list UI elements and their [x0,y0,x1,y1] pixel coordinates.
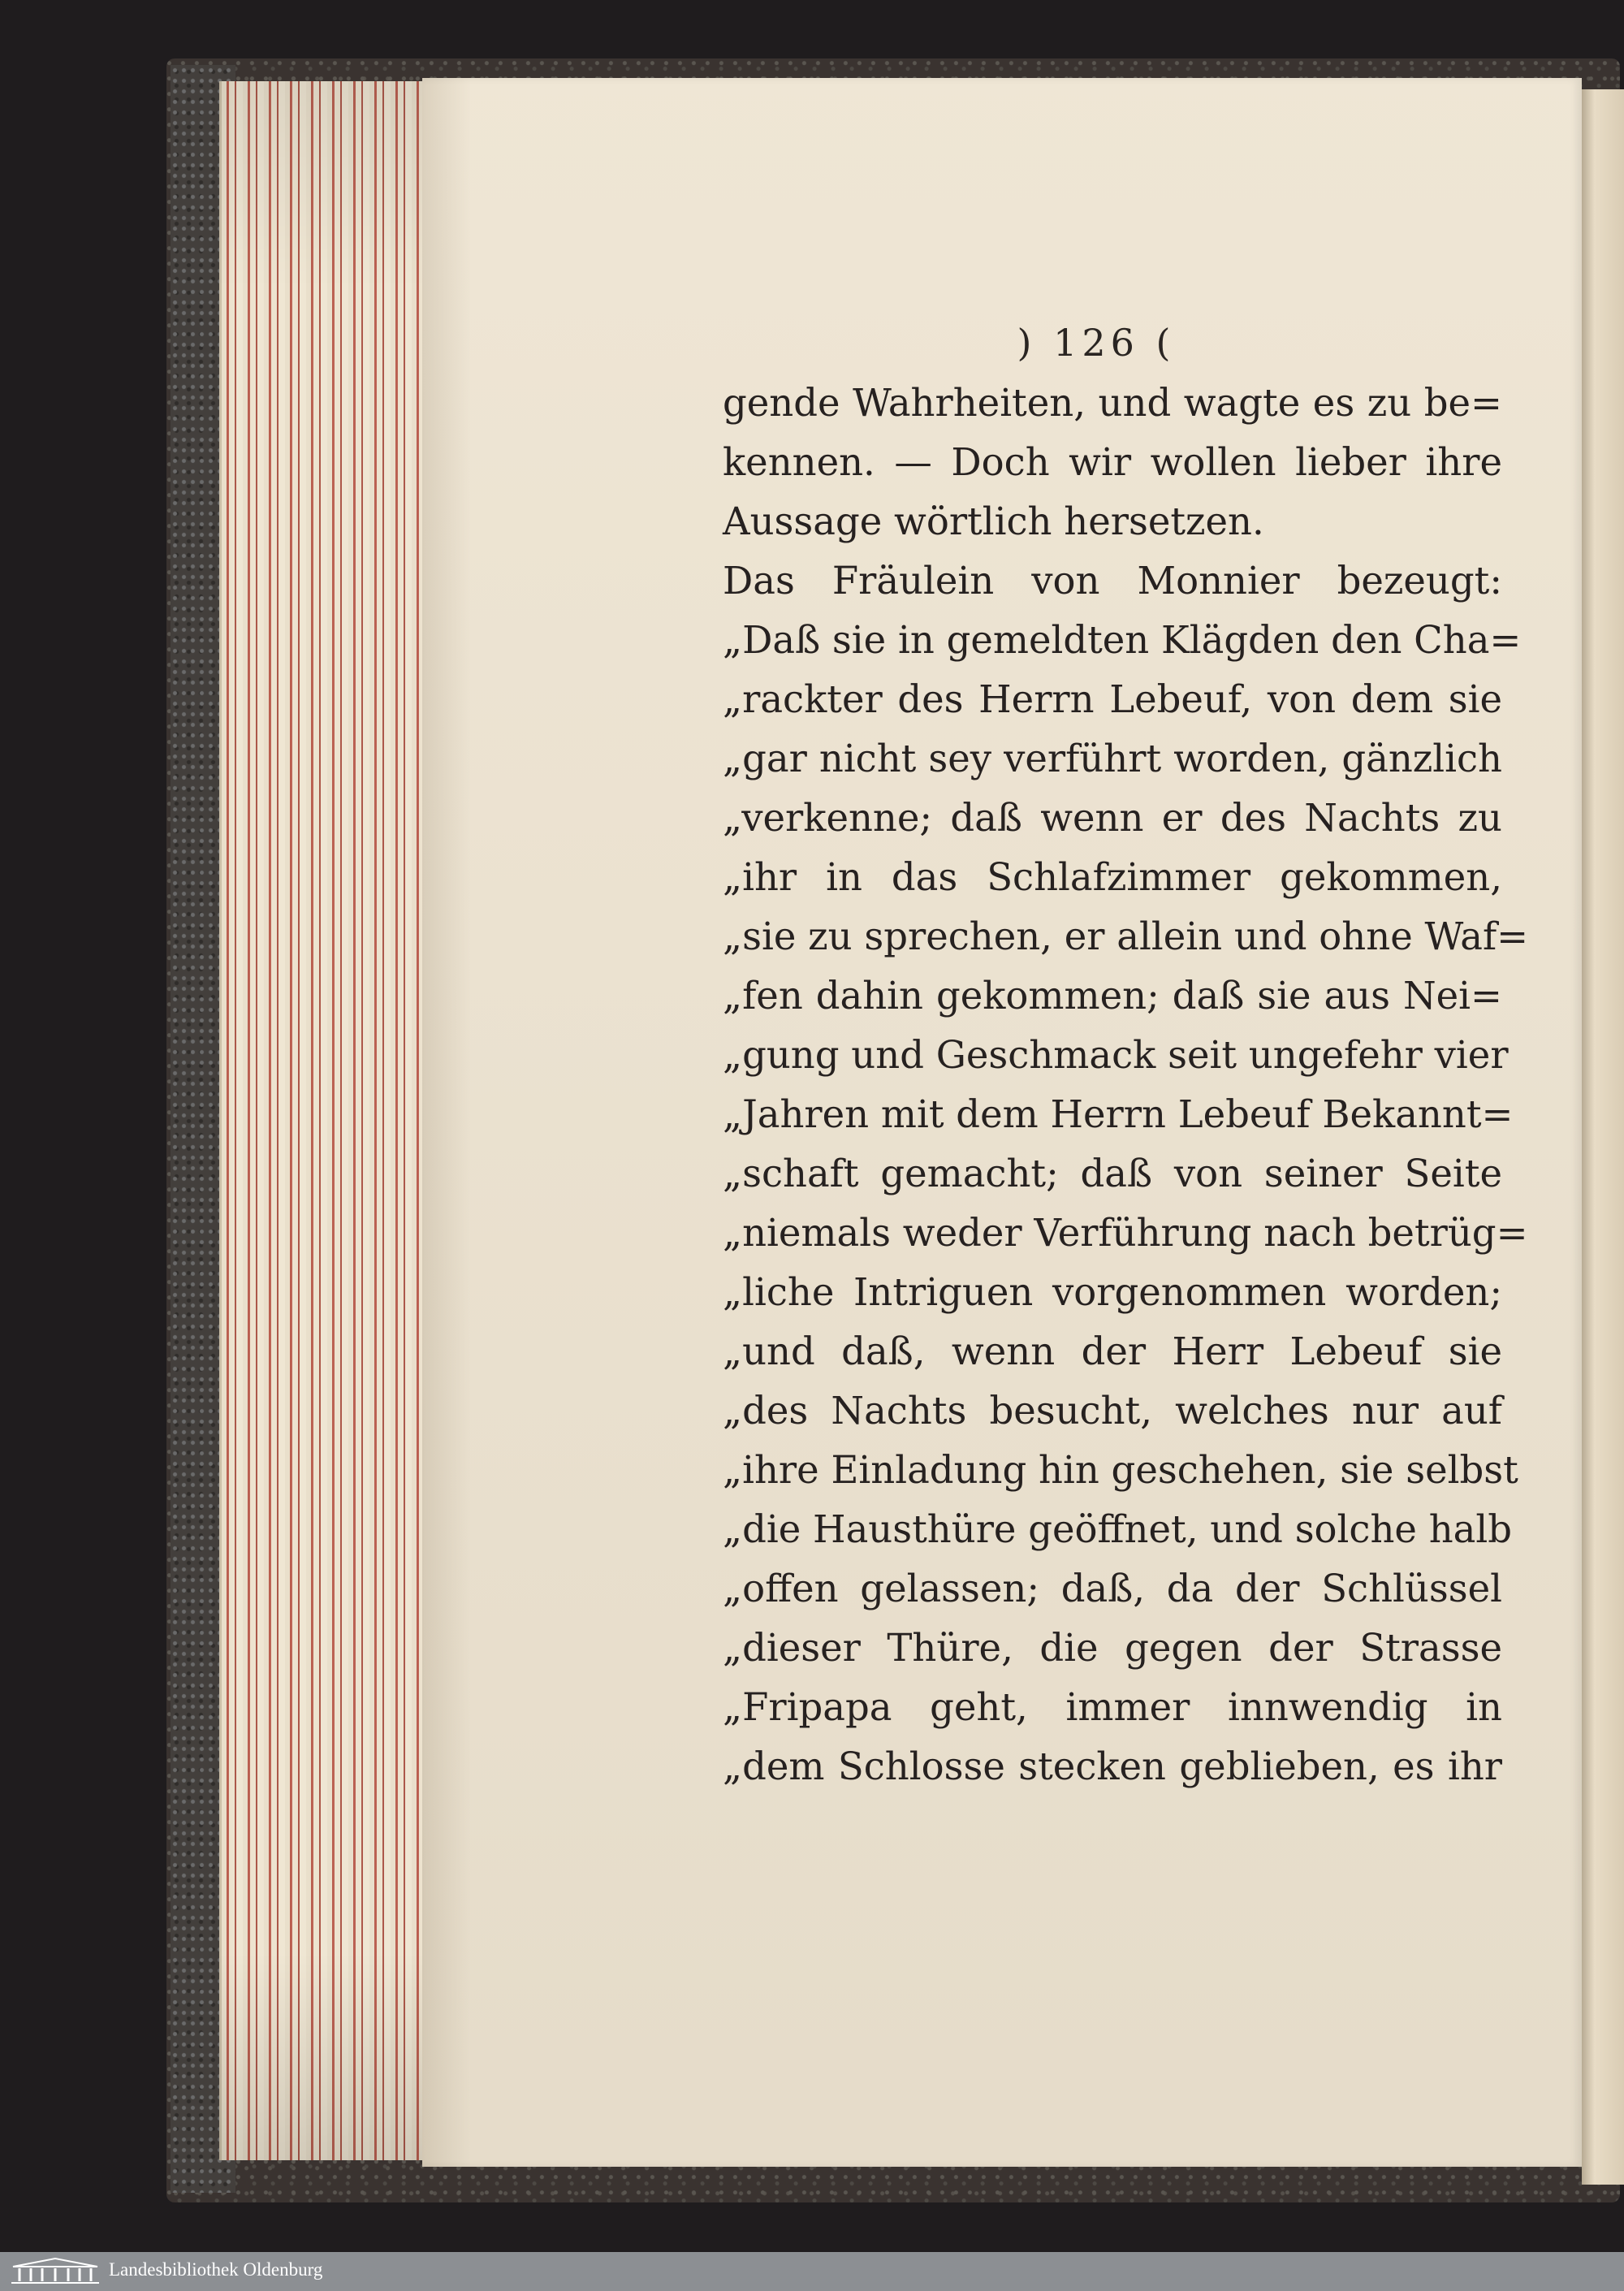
page-edges-shade [219,81,438,2160]
text-line: „liche Intriguen vorgenommen worden; [723,1270,1502,1314]
text-line: „Jahren mit dem Herrn Lebeuf Bekannt= [723,1092,1514,1136]
text-line: „gar nicht sey verführt worden, gänzlich [723,737,1502,780]
text-line: „ihre Einladung hin geschehen, sie selbst [723,1448,1518,1492]
page-text [723,374,1529,1796]
text-line: „offen gelassen; daß, da der Schlüssel [723,1567,1502,1610]
text-line: „dieser Thüre, die gegen der Strasse [723,1626,1502,1670]
text-line: kennen. — Doch wir wollen lieber ihre [723,440,1502,484]
page-number: ) 126 ( [1017,321,1176,365]
text-line: Das Fräulein von Monnier bezeugt: [723,559,1502,603]
text-line: „ihr in das Schlafzimmer gekommen, [723,855,1502,899]
text-line: „Fripapa geht, immer innwendig in [723,1685,1502,1729]
text-line: „rackter des Herrn Lebeuf, von dem sie [723,677,1502,721]
text-line: „sie zu sprechen, er allein und ohne Waf= [723,914,1529,958]
text-line: „fen dahin gekommen; daß sie aus Nei= [723,974,1502,1018]
text-line: „dem Schlosse stecken geblieben, es ihr [723,1744,1502,1788]
facing-page-edge [1582,89,1624,2185]
text-line: Aussage wörtlich hersetzen. [723,499,1264,543]
text-line: „Daß sie in gemeldten Klägden den Cha= [723,618,1522,662]
text-line: „die Hausthüre geöffnet, und solche halb [723,1507,1513,1551]
library-name: Landesbibliothek Oldenburg [109,2259,323,2280]
library-building-icon [10,2257,101,2286]
text-line: „niemals weder Verführung nach betrüg= [723,1211,1528,1255]
text-line: „verkenne; daß wenn er des Nachts zu [723,796,1502,840]
text-line: gende Wahrheiten, und wagte es zu be= [723,381,1502,425]
text-line: „gung und Geschmack seit ungefehr vier [723,1033,1509,1077]
footer-bar [0,2252,1624,2291]
text-line: „und daß, wenn der Herr Lebeuf sie [723,1329,1502,1373]
text-line: „schaft gemacht; daß von seiner Seite [723,1152,1502,1195]
text-line: „des Nachts besucht, welches nur auf [723,1389,1502,1433]
